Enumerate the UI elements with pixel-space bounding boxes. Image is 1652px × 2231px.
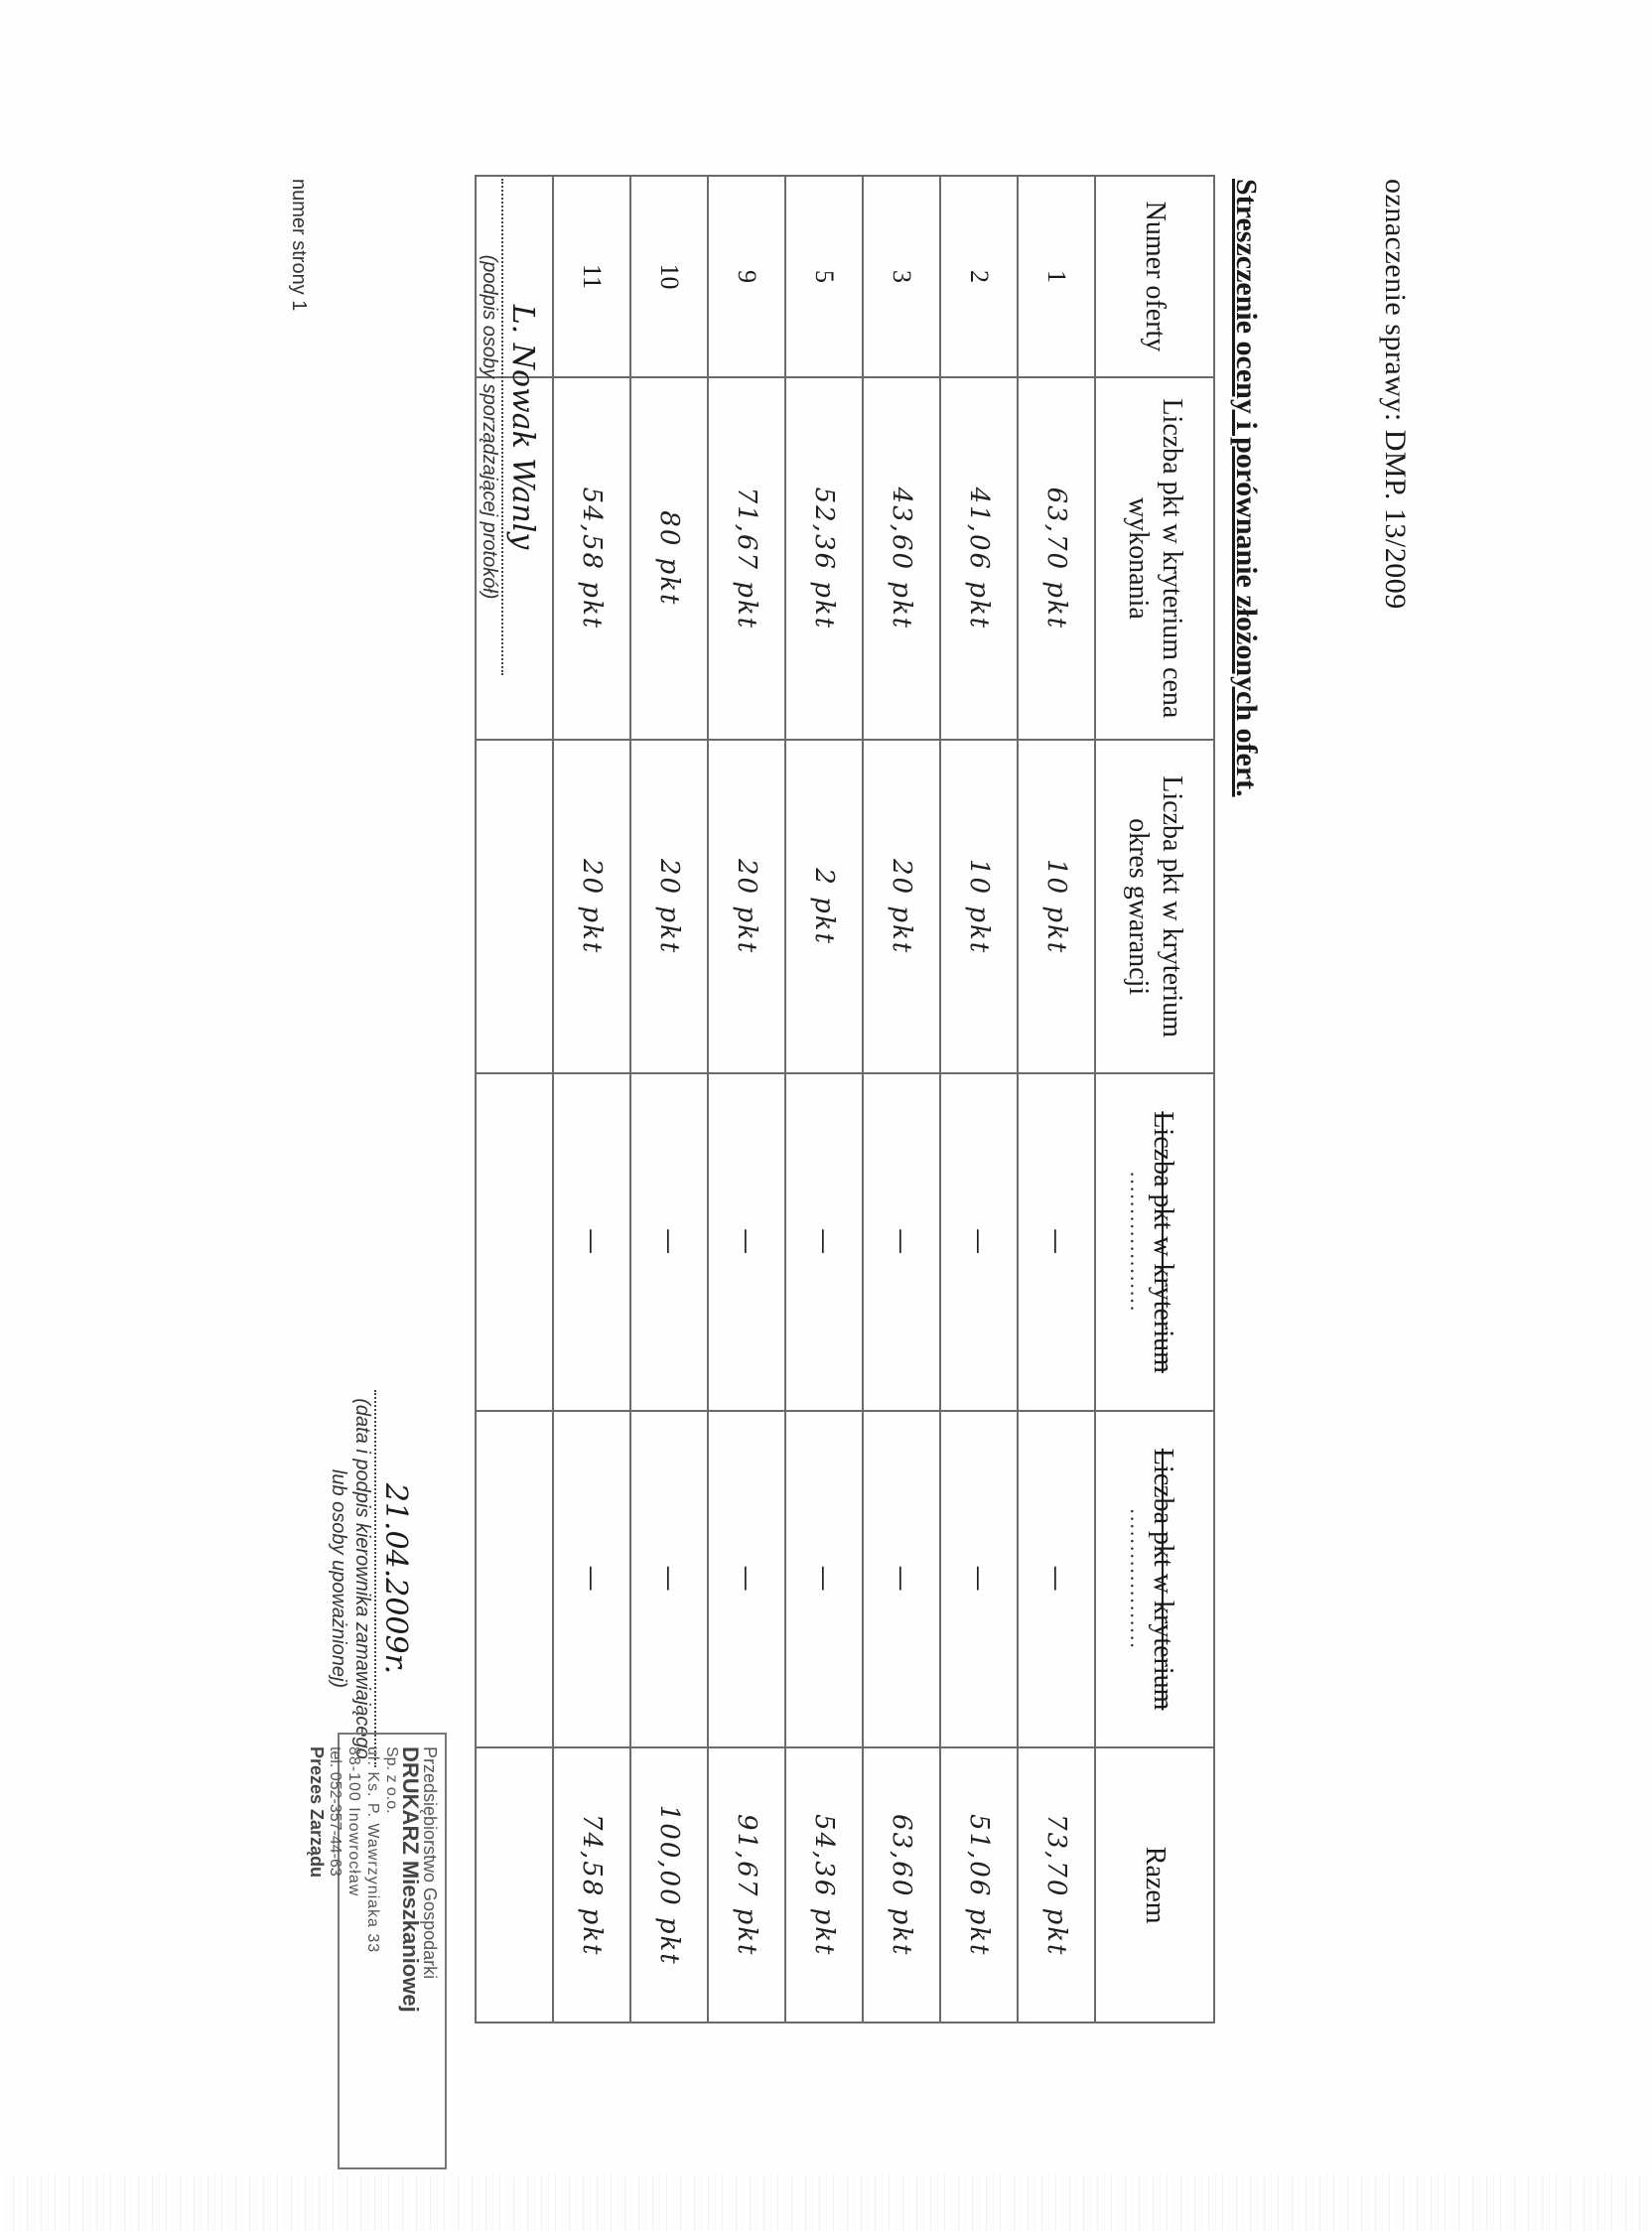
criterion-3-cell [476,1073,553,1411]
criterion-3-cell: — [940,1073,1018,1411]
stamp-line-3: Sp. z o.o. [383,1746,400,1814]
stamp-line-2: DRUKARZ Mieszkaniowej [398,1746,423,2013]
warranty-points-cell: 20 pkt [708,740,785,1074]
company-stamp [307,1733,447,2169]
table-row [785,176,863,2022]
header-price-criterion: Liczba pkt w kryterium cena wykonania [1095,377,1214,740]
warranty-points-cell: 2 pkt [785,740,863,1074]
offer-number-cell: 11 [553,176,630,377]
table-row [863,176,940,2022]
total-points-cell: 100,00 pkt [630,1747,708,2022]
stamp-line-6: tel. 052-357-44-63 [327,1746,344,1877]
criterion-3-cell: — [785,1073,863,1411]
total-points-cell: 54,36 pkt [785,1747,863,2022]
warranty-points-cell: 20 pkt [863,740,940,1074]
manager-signature-date: 21.04.2009r. [374,1390,413,1767]
header-criterion-4 [1095,1411,1214,1748]
header-offer-number: Numer oferty [1095,176,1214,377]
total-points-cell [476,1747,553,2022]
warranty-points-cell: 20 pkt [553,740,630,1074]
scan-noise-strip [0,2174,1652,2231]
page-number: numer strony 1 [288,179,310,312]
case-reference: oznaczenie sprawy: DMP. 13/2009 [1379,179,1412,610]
summary-heading: Streszczenie oceny i porównanie złożonych ofert. [1230,179,1263,797]
price-points-cell: 43,60 pkt [863,377,940,740]
header-criterion-3-label: Liczba pkt w kryterium [1148,1111,1178,1373]
price-points-cell: 71,67 pkt [708,377,785,740]
header-total: Razem [1095,1747,1214,2022]
stamp-line-1: Przedsiębiorstwo Gospodarki [420,1746,440,1980]
header-criterion-3-dots: ................... [1126,1171,1151,1314]
criterion-4-cell [476,1411,553,1748]
stamp-line-7: Prezes Zarządu [307,1746,327,1879]
table-row [940,176,1018,2022]
price-points-cell: 52,36 pkt [785,377,863,740]
warranty-points-cell: 10 pkt [1018,740,1095,1074]
price-points-cell: 54,58 pkt [553,377,630,740]
preparer-signature: L. Nowak Wanly [501,179,540,675]
table-row [708,176,785,2022]
total-points-cell: 63,60 pkt [863,1747,940,2022]
table-header-row [1095,176,1214,2022]
offer-number-cell: 3 [863,176,940,377]
table-row [553,176,630,2022]
criterion-3-cell: — [863,1073,940,1411]
manager-signature-block [327,1390,413,1767]
offer-number-cell: 5 [785,176,863,377]
header-criterion-4-label: Liczba pkt w kryterium [1148,1448,1178,1711]
warranty-points-cell: 10 pkt [940,740,1018,1074]
criterion-4-cell: — [1018,1411,1095,1748]
table-row [1018,176,1095,2022]
price-points-cell: 41,06 pkt [940,377,1018,740]
table-row [630,176,708,2022]
offers-summary-table [475,175,1215,2023]
total-points-cell: 51,06 pkt [940,1747,1018,2022]
preparer-signature-caption: (podpis osoby sporządzającej protokół) [479,254,500,600]
total-points-cell: 73,70 pkt [1018,1747,1095,2022]
stamp-line-5: 88-100 Inowrocław [345,1746,362,1897]
total-points-cell: 74,58 pkt [553,1747,630,2022]
criterion-4-cell: — [553,1411,630,1748]
total-points-cell: 91,67 pkt [708,1747,785,2022]
header-criterion-4-dots: ................... [1126,1508,1151,1650]
criterion-4-cell: — [940,1411,1018,1748]
criterion-3-cell: — [708,1073,785,1411]
price-points-cell: 63,70 pkt [1018,377,1095,740]
offer-number-cell: 9 [708,176,785,377]
criterion-4-cell: — [708,1411,785,1748]
header-criterion-3 [1095,1073,1214,1411]
stamp-line-4: ul. Ks. P. Wawrzyniaka 33 [364,1746,381,1954]
warranty-points-cell [476,740,553,1074]
criterion-4-cell: — [785,1411,863,1748]
price-points-cell: 80 pkt [630,377,708,740]
offer-number-cell: 10 [630,176,708,377]
criterion-3-cell: — [553,1073,630,1411]
preparer-signature-block [478,179,540,675]
criterion-3-cell: — [1018,1073,1095,1411]
manager-signature-caption-2: lub osoby upoważnionej) [328,1468,349,1689]
header-warranty-criterion: Liczba pkt w kryterium okres gwarancji [1095,740,1214,1074]
offer-number-cell: 1 [1018,176,1095,377]
criterion-4-cell: — [863,1411,940,1748]
criterion-4-cell: — [630,1411,708,1748]
warranty-points-cell: 20 pkt [630,740,708,1074]
manager-signature-caption-1: (data i podpis kierownika zamawiającego [351,1398,373,1759]
criterion-3-cell: — [630,1073,708,1411]
offer-number-cell: 2 [940,176,1018,377]
